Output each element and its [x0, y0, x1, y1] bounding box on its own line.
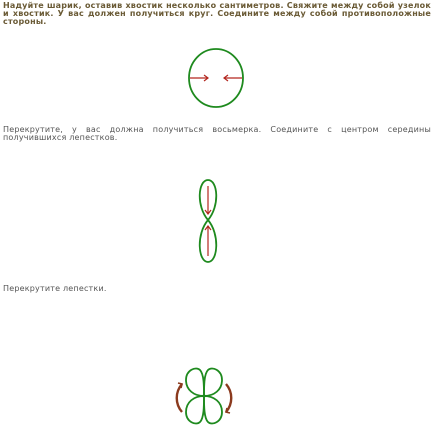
- balloon-circle-icon: [178, 44, 258, 110]
- balloon-clover-icon: [174, 360, 234, 432]
- step-3-text: Перекрутите лепестки.: [3, 284, 107, 293]
- step-2-text: Перекрутите, у вас должна получиться восьмерка. Соедините с центром середины получившихся лепестков.: [3, 125, 431, 142]
- balloon-figure-eight-icon: [196, 176, 220, 266]
- step-1-text: Надуйте шарик, оставив хвостик несколько сантиметров. Свяжите между собой узелок и хвостик. У вас должен получиться круг. Соедините между собой противоположные стороны.: [3, 1, 431, 26]
